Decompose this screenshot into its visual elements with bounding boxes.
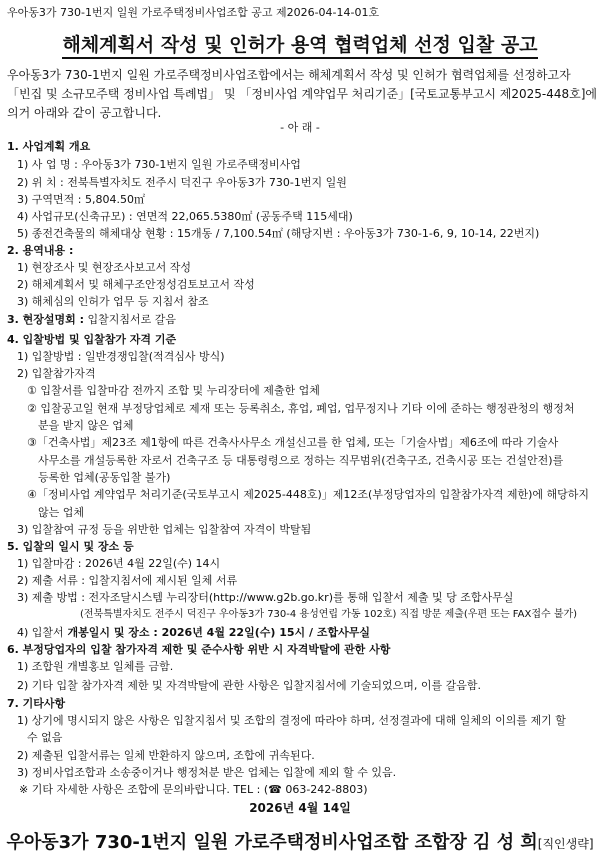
list-item: (전북특별자치도 전주시 덕진구 우아동3가 730-4 용성연립 가동 102호) 직접 방문 제출(우편 또는 FAX접수 불가) bbox=[80, 609, 578, 620]
section-7-heading: 7. 기타사항 bbox=[7, 697, 66, 710]
list-item: 2) 입찰참가자격 bbox=[17, 367, 96, 380]
list-item: 1) 현장조사 및 현장조사보고서 작성 bbox=[17, 261, 192, 274]
list-item: 2) 제출된 입찰서류는 일체 반환하지 않으며, 조합에 귀속된다. bbox=[17, 749, 315, 762]
list-item: 1) 입찰마감 : 2026년 4월 22일(수) 14시 bbox=[17, 557, 221, 570]
list-item: ④「정비사업 계약업무 처리기준(국토부고시 제2025-448호)」제12조(부정당업자의 입찰참가자격 제한)에 해당하지 bbox=[27, 488, 589, 501]
list-item: ③「건축사법」제23조 제1항에 따른 건축사사무소 개설신고를 한 업체, 또는「기술사법」제6조에 따라 기술사 bbox=[27, 436, 559, 449]
intro-line: 「빈집 및 소규모주택 정비사업 특례법」 및 「정비사업 계약업무 처리기준」[국토교통부고시 제2025-448호]에 bbox=[7, 87, 597, 101]
notice-date: 2026년 4월 14일 bbox=[249, 801, 351, 815]
list-item: 3) 정비사업조합과 소송중이거나 행정처분 받은 업체는 입찰에 제외 할 수 있음. bbox=[17, 766, 397, 779]
section-3-heading: 3. 현장설명회 : bbox=[7, 313, 85, 326]
list-item: 4) 사업규모(신축규모) : 연면적 22,065.5380㎡ (공동주택 115세대) bbox=[17, 210, 353, 223]
section-4-heading: 4. 입찰방법 및 입찰참가 자격 기준 bbox=[7, 333, 177, 346]
contact-note: ※ 기타 자세한 사항은 조합에 문의바랍니다. TEL : (☎ 063-242-8803) bbox=[19, 783, 368, 796]
list-item: 2) 기타 입찰 참가자격 제한 및 자격박탈에 관한 사항은 입찰지침서에 기술되었으며, 이를 갈음함. bbox=[17, 679, 482, 692]
list-item: 등록한 업체(공동입찰 불가) bbox=[38, 471, 171, 484]
section-3 bbox=[7, 313, 176, 327]
list-item: 사무소를 개설등록한 자로서 건축구조 등 대통령령으로 정하는 직무범위(건축구조, 건축시공 또는 건설안전)를 bbox=[38, 454, 564, 467]
list-item: 2) 해체계획서 및 해체구조안정성검토보고서 작성 bbox=[17, 278, 255, 291]
intro-line: 의거 아래와 같이 공고합니다. bbox=[7, 106, 162, 120]
section-2-heading: 2. 용역내용 : bbox=[7, 244, 74, 257]
list-item bbox=[17, 626, 370, 640]
list-item: 3) 구역면적 : 5,804.50㎡ bbox=[17, 193, 145, 206]
list-item: ① 입찰서를 입찰마감 전까지 조합 및 누리장터에 제출한 업체 bbox=[27, 384, 320, 397]
below-marker: - 아 래 - bbox=[280, 121, 320, 134]
signature-line bbox=[0, 828, 600, 854]
list-item: 2) 제출 서류 : 입찰지침서에 제시된 일체 서류 bbox=[17, 574, 238, 587]
list-item: 분을 받지 않은 업체 bbox=[38, 419, 134, 432]
list-item: 1) 상기에 명시되지 않은 사항은 입찰지침서 및 조합의 결정에 따라야 하며, 선정결과에 대해 일체의 이의를 제기 할 bbox=[17, 714, 566, 727]
list-item: 3) 입찰참여 규정 등을 위반한 업체는 입찰참여 자격이 박탈됨 bbox=[17, 523, 312, 536]
list-item: 3) 제출 방법 : 전자조달시스템 누리장터(http://www.g2b.go.kr)를 통해 입찰서 제출 및 당 조합사무실 bbox=[17, 591, 514, 604]
intro-line: 우아동3가 730-1번지 일원 가로주택정비사업조합에서는 해체계획서 작성 및 인허가 협력업체를 선정하고자 bbox=[7, 68, 571, 82]
section-3-text: 입찰지침서로 갈음 bbox=[84, 313, 177, 326]
list-item: 2) 위 치 : 전북특별자치도 전주시 덕진구 우아동3가 730-1번지 일원 bbox=[17, 176, 347, 189]
list-item: 수 없음 bbox=[27, 731, 63, 744]
seal-note: [직인생략] bbox=[537, 837, 594, 851]
list-item: 1) 사 업 명 : 우아동3가 730-1번지 일원 가로주택정비사업 bbox=[17, 158, 301, 171]
opening-details: 개봉일시 및 장소 : 2026년 4월 22일(수) 15시 / 조합사무실 bbox=[63, 626, 370, 639]
list-item: 3) 해체심의 인허가 업무 등 지침서 참조 bbox=[17, 295, 209, 308]
notice-number: 우아동3가 730-1번지 일원 가로주택정비사업조합 공고 제2026-04-14-01호 bbox=[7, 6, 380, 19]
section-5-heading: 5. 입찰의 일시 및 장소 등 bbox=[7, 540, 134, 553]
list-item: 않는 업체 bbox=[38, 506, 85, 519]
title-text: 해체계획서 작성 및 인허가 용역 협력업체 선정 입찰 공고 bbox=[62, 34, 537, 59]
section-1-heading: 1. 사업계획 개요 bbox=[7, 140, 91, 153]
page-title bbox=[0, 30, 600, 57]
signature: 우아동3가 730-1번지 일원 가로주택정비사업조합 조합장 김 성 희 bbox=[6, 832, 538, 853]
list-item: 1) 입찰방법 : 일반경쟁입찰(적격심사 방식) bbox=[17, 350, 225, 363]
list-item: 1) 조합원 개별홍보 일체를 금함. bbox=[17, 660, 174, 673]
section-6-heading: 6. 부정당업자의 입찰 참가자격 제한 및 준수사항 위반 시 자격박탈에 관한 사항 bbox=[7, 643, 391, 656]
list-item: ② 입찰공고일 현재 부정당업체로 제재 또는 등록취소, 휴업, 폐업, 업무정지나 기타 이에 준하는 행정관청의 행정처 bbox=[27, 402, 575, 415]
opening-prefix: 4) 입찰서 bbox=[17, 626, 64, 639]
list-item: 5) 종전건축물의 해체대상 현황 : 15개동 / 7,100.54㎡ (해당지번 : 우아동3가 730-1-6, 9, 10-14, 22번지) bbox=[17, 227, 540, 240]
